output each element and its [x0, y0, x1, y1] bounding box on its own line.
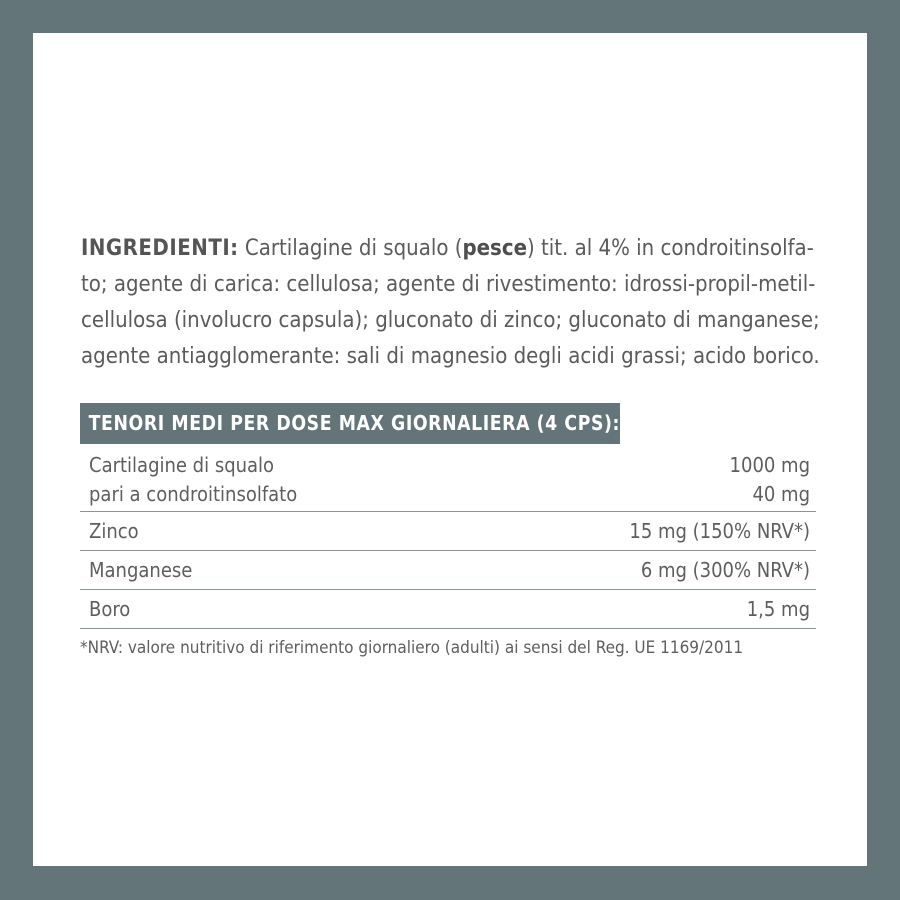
- row-value: 1000 mg: [729, 452, 810, 477]
- row-value: 6 mg (300% NRV*): [640, 558, 810, 582]
- ingredients-line-3: cellulosa (involucro capsula); gluconato di zinco; gluconato di manganese;: [81, 308, 820, 333]
- ingredients-line-4: agente antiagglomerante: sali di magnesio degli acidi grassi; acido borico.: [81, 344, 820, 369]
- allergen-fish: pesce: [462, 236, 527, 261]
- table-row-cartilage: [80, 448, 816, 512]
- nrv-footnote: *NRV: valore nutritivo di riferimento giornaliero (adulti) ai sensi del Reg. UE 1169/2011: [80, 638, 744, 658]
- label-sheet: [33, 33, 867, 866]
- table-header: TENORI MEDI PER DOSE MAX GIORNALIERA (4 CPS):: [80, 403, 620, 444]
- nutrition-table: [80, 403, 816, 629]
- row-name: Manganese: [89, 558, 193, 582]
- table-subrow-cartilage: [89, 451, 810, 480]
- ingredients-text-1b: ) tit. al 4% in condroitinsolfa-: [527, 236, 814, 261]
- row-name: Zinco: [89, 519, 139, 543]
- ingredients-label: INGREDIENTI:: [81, 236, 239, 261]
- row-name: Cartilagine di squalo: [89, 452, 275, 477]
- table-subrow-chondroitin: [89, 480, 810, 509]
- ingredients-line-1: [81, 231, 821, 267]
- table-row-manganese: [80, 551, 816, 590]
- table-row-zinc: [80, 512, 816, 551]
- ingredients-paragraph: [81, 231, 821, 375]
- ingredients-text-1a: Cartilagine di squalo (: [238, 236, 463, 261]
- ingredients-line-2: to; agente di carica: cellulosa; agente di rivestimento: idrossi-propil-metil-: [81, 272, 816, 297]
- row-sub-value: 40 mg: [752, 481, 810, 506]
- row-value: 15 mg (150% NRV*): [629, 519, 810, 543]
- table-row-boron: [80, 590, 816, 629]
- row-value: 1,5 mg: [746, 597, 810, 621]
- row-sub-name: pari a condroitinsolfato: [89, 481, 298, 506]
- row-name: Boro: [89, 597, 131, 621]
